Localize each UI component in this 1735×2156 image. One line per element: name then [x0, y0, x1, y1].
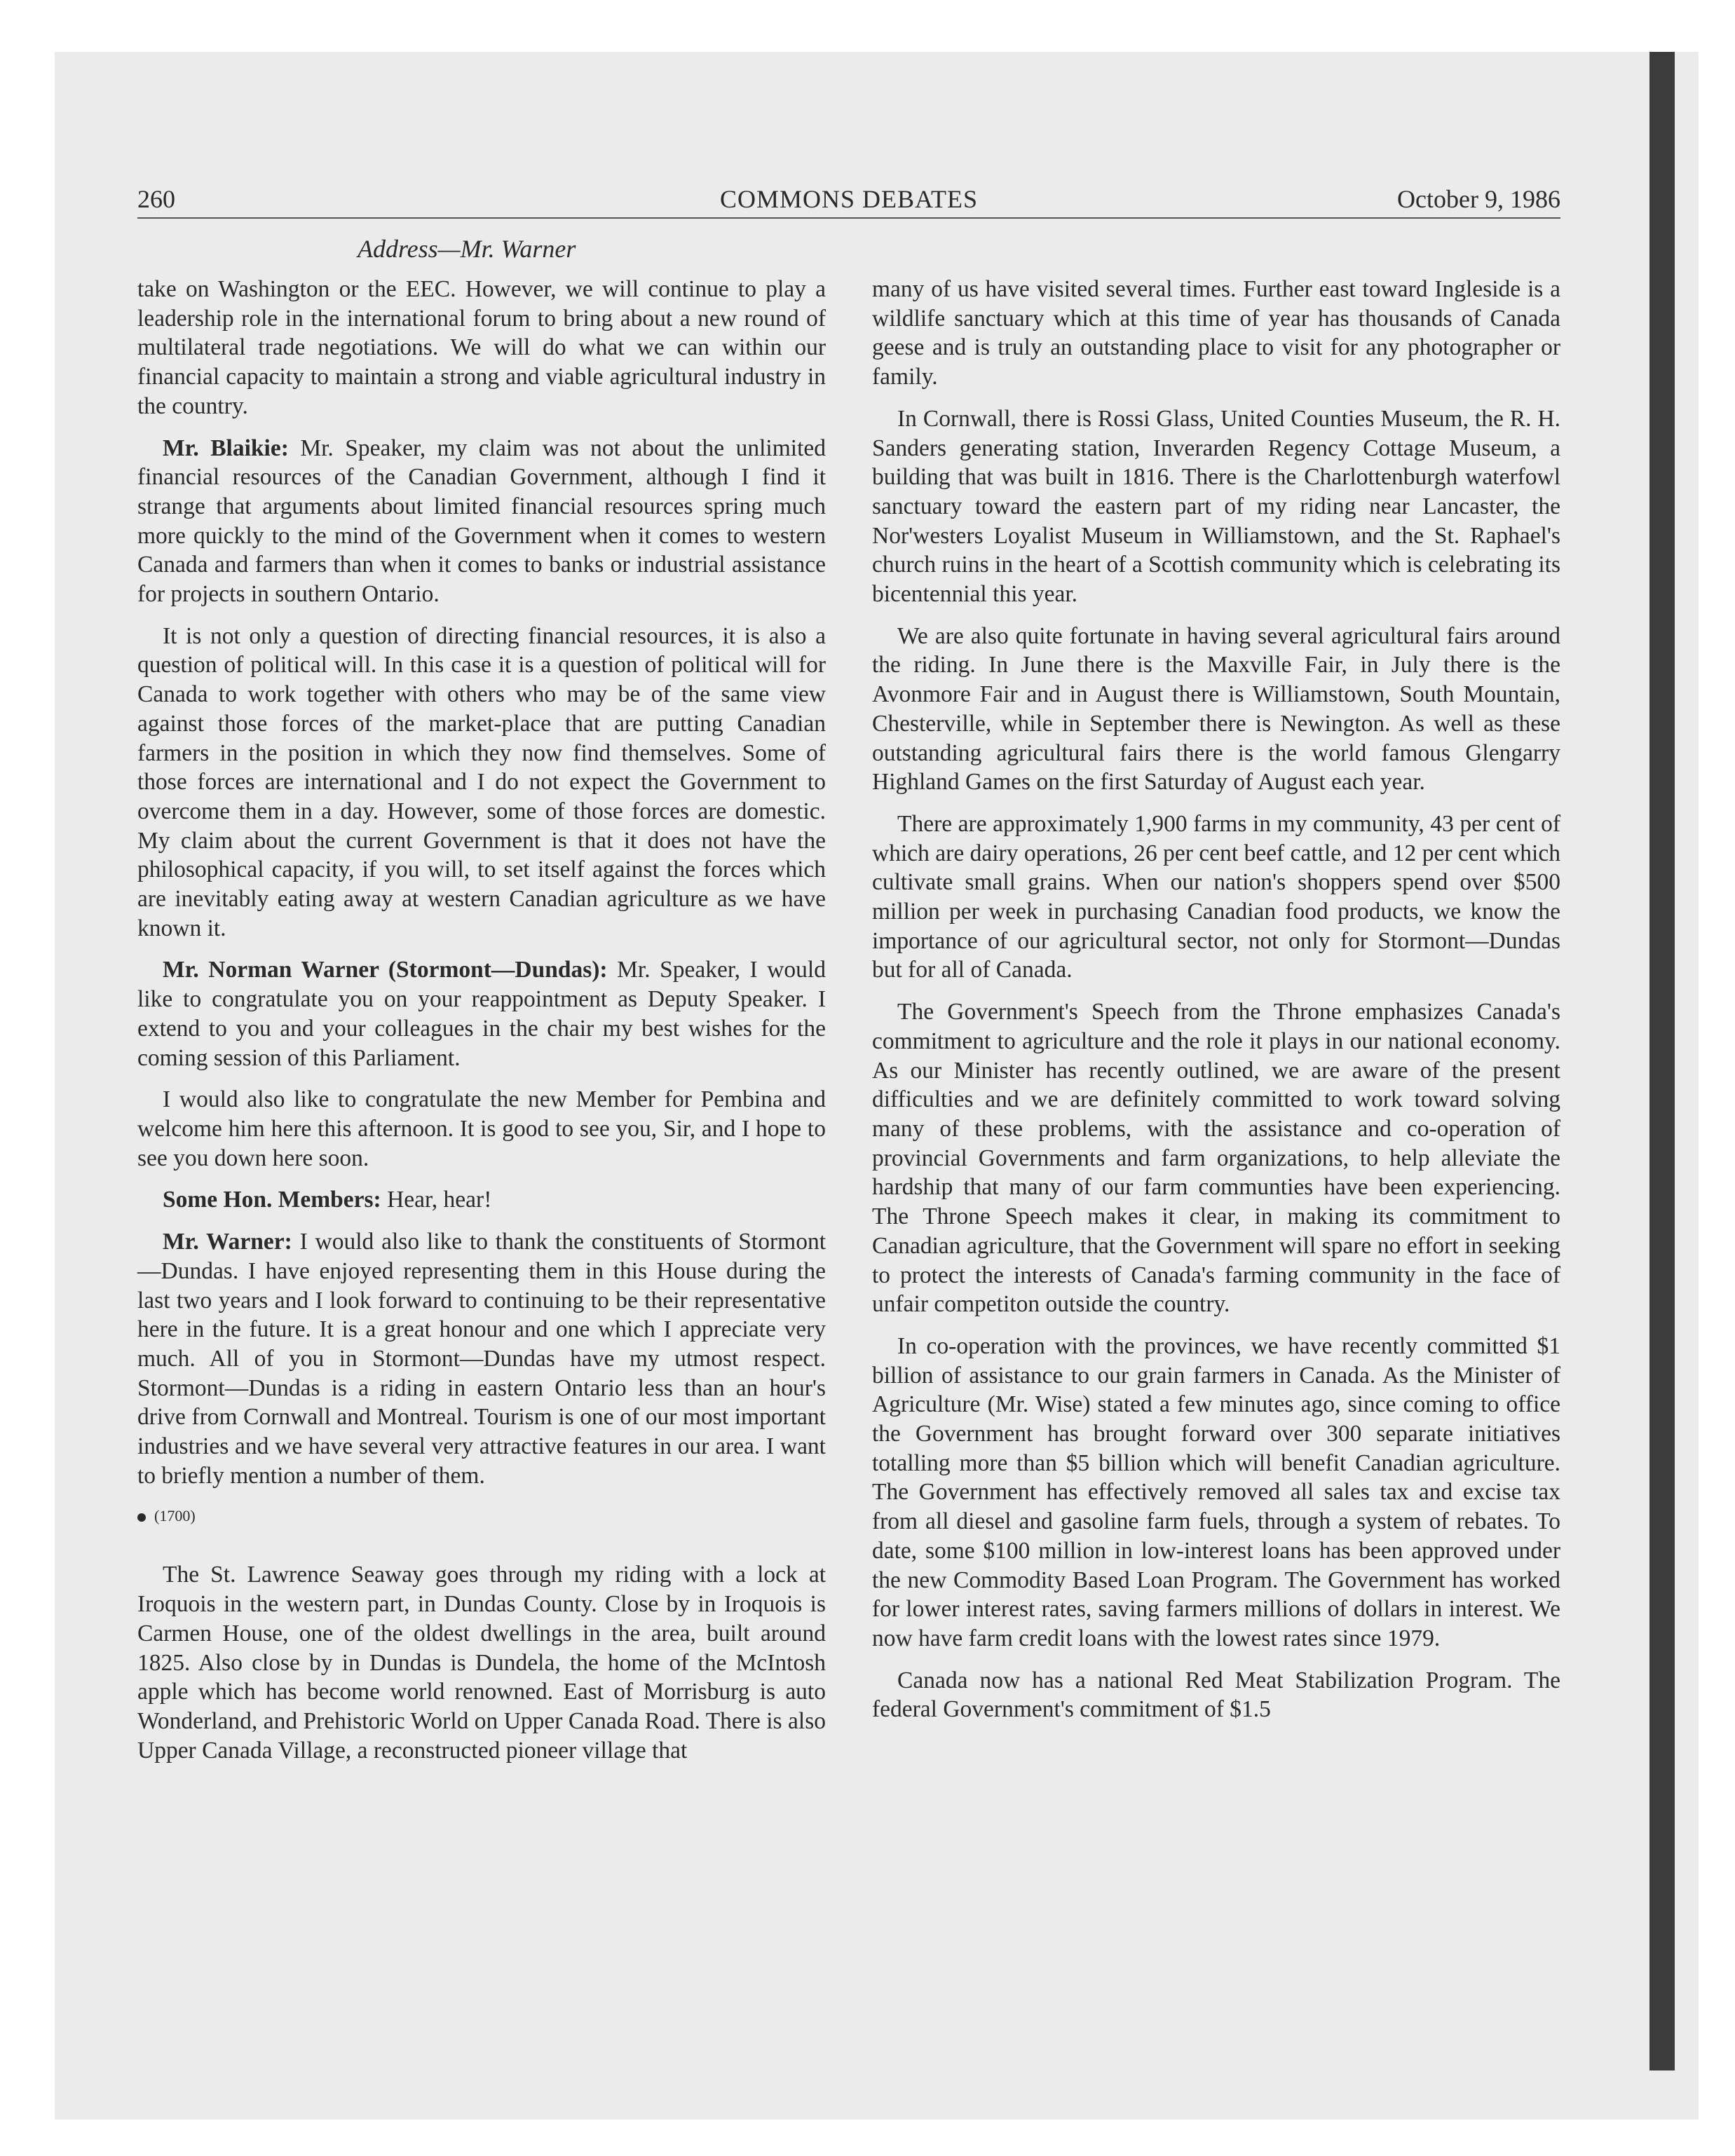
- journal-title: COMMONS DEBATES: [719, 185, 979, 213]
- page-number: 260: [137, 185, 175, 213]
- paragraph: take on Washington or the EEC. However, we will continue to play a leadership role in the international forum to bring about a new round of multilateral trade negotiations. We will do what we can within our financial capacity to maintain a strong and viable agricultural industry in the country.: [137, 276, 826, 419]
- speaker-name: Some Hon. Members:: [163, 1187, 381, 1213]
- paragraph: Mr. Warner: I would also like to thank the constituents of Stormont—Dundas. I have enjoyed representing them in this House during the last two years and I look forward to continuing to be their representative here in the future. It is a great honour and one which I appreciate very much. All of you in Stormont—Dundas have my utmost respect. Stormont—Dundas is a riding in eastern Ontario less than an hour's drive from Cornwall and Montreal. Tourism is one of our most important industries and we have several very attractive features in our area. I want to briefly mention a number of them.: [137, 1229, 826, 1489]
- paragraph: In co-operation with the provinces, we have recently committed $1 billion of assistance to our grain farmers in Canada. As the Minister of Agriculture (Mr. Wise) stated a few minutes ago, since coming to office the Government has brought forward over 300 separate initiatives totalling more than $5 billion which will benefit Canadian agriculture. The Government has effectively removed all sales tax and excise tax from all diesel and gasoline farm fuels, through a system of rebates. To date, some $100 million in low-interest loans has been approved under the new Commodity Based Loan Program. The Government has worked for lower interest rates, saving farmers millions of dollars in interest. We now have farm credit loans with the lowest rates since 1979.: [872, 1332, 1560, 1651]
- paragraph: In Cornwall, there is Rossi Glass, United Counties Museum, the R. H. Sanders generating station, Inverarden Regency Cottage Museum, a building that was built in 1816. There is the Charlottenburgh waterfowl sanctuary toward the eastern part of my riding near Lancaster, the Nor'westers Loyalist Museum in Williamstown, and the St. Raphael's church ruins in the heart of a Scottish community which is celebrating its bicentennial this year.: [872, 405, 1560, 608]
- paragraph: I would also like to congratulate the new Member for Pembina and welcome him here this afternoon. It is good to see you, Sir, and I hope to see you down here soon.: [137, 1086, 826, 1171]
- right-column: [872, 275, 1560, 1737]
- paragraph: There are approximately 1,900 farms in my community, 43 per cent of which are dairy operations, 26 per cent beef cattle, and 12 per cent which cultivate small grains. When our nation's shoppers spend over $500 million per week in purchasing Canadian food products, we know the importance of our agricultural sector, not only for Stormont—Dundas but for all of Canada.: [872, 810, 1560, 983]
- paragraph: Some Hon. Members: Hear, hear!: [163, 1187, 492, 1213]
- bullet-icon: [137, 1513, 146, 1522]
- paragraph: The Government's Speech from the Throne emphasizes Canada's commitment to agriculture and the role it plays in our national economy. As our Minister has recently outlined, we are aware of the present difficulties and we are definitely committed to work toward solving many of these problems, with the assistance and co-operation of provincial Governments and farm organizations, to help alleviate the hardship that many of our farm communties have been experiencing. The Throne Speech makes it clear, in making its commitment to Canadian agriculture, that the Government will spare no effort in seeking to protect the interests of Canada's farming community in the face of unfair competiton outside the country.: [872, 999, 1560, 1318]
- paragraph: Mr. Norman Warner (Stormont—Dundas): Mr. Speaker, I would like to congratulate you on your reappointment as Deputy Speaker. I extend to you and your colleagues in the chair my best wishes for the coming session of this Parliament.: [137, 957, 826, 1071]
- paragraph: We are also quite fortunate in having several agricultural fairs around the riding. In June there is the Maxville Fair, in July there is the Avonmore Fair and in August there is Williamstown, South Mountain, Chesterville, while in September there is Newington. As well as these outstanding agricultural fairs there is the world famous Glengarry Highland Games on the first Saturday of August each year.: [872, 622, 1560, 796]
- paragraph: It is not only a question of directing financial resources, it is also a question of political will. In this case it is a question of political will for Canada to work together with others who may be of the same view against those forces of the market-place that are putting Canadian farmers in the position in which they now find themselves. Some of those forces are international and I do not expect the Government to overcome them in a day. However, some of those forces are domestic. My claim about the current Government is that it does not have the philosophical capacity, if you will, to set itself against the forces which are inevitably eating away at western Canadian agriculture as we have known it.: [137, 622, 826, 941]
- left-column: [137, 275, 826, 1778]
- running-head: Address—Mr. Warner: [358, 235, 576, 263]
- paragraph: The St. Lawrence Seaway goes through my riding with a lock at Iroquois in the western part, in Dundas County. Close by in Iroquois is Carmen House, one of the oldest dwellings in the area, built around 1825. Also close by in Dundas is Dundela, the home of the McIntosh apple which has become world renowned. East of Morrisburg is auto Wonderland, and Prehistoric World on Upper Canada Road. There is also Upper Canada Village, a reconstructed pioneer village that: [137, 1562, 826, 1763]
- paragraph: Mr. Blaikie: Mr. Speaker, my claim was not about the unlimited financial resources of the Canadian Government, although I find it strange that arguments about limited financial resources spring much more quickly to the mind of the Government when it comes to western Canada and farmers than when it comes to banks or industrial assistance for projects in southern Ontario.: [137, 435, 826, 608]
- page-edge-shadow: [1649, 52, 1675, 2070]
- time-marker: (1700): [137, 1506, 826, 1527]
- paragraph: Canada now has a national Red Meat Stabilization Program. The federal Government's commitment of $1.5: [872, 1667, 1560, 1723]
- speaker-name: Mr. Norman Warner (Stormont—Dundas):: [163, 957, 608, 983]
- speaker-name: Mr. Warner:: [163, 1229, 292, 1255]
- page-header: [137, 181, 1560, 219]
- speaker-name: Mr. Blaikie:: [163, 435, 289, 461]
- issue-date: October 9, 1986: [1397, 185, 1560, 213]
- paragraph: many of us have visited several times. Further east toward Ingleside is a wildlife sanctuary which at this time of year has thousands of Canada geese and is truly an outstanding place to visit for any photographer or family.: [872, 276, 1560, 390]
